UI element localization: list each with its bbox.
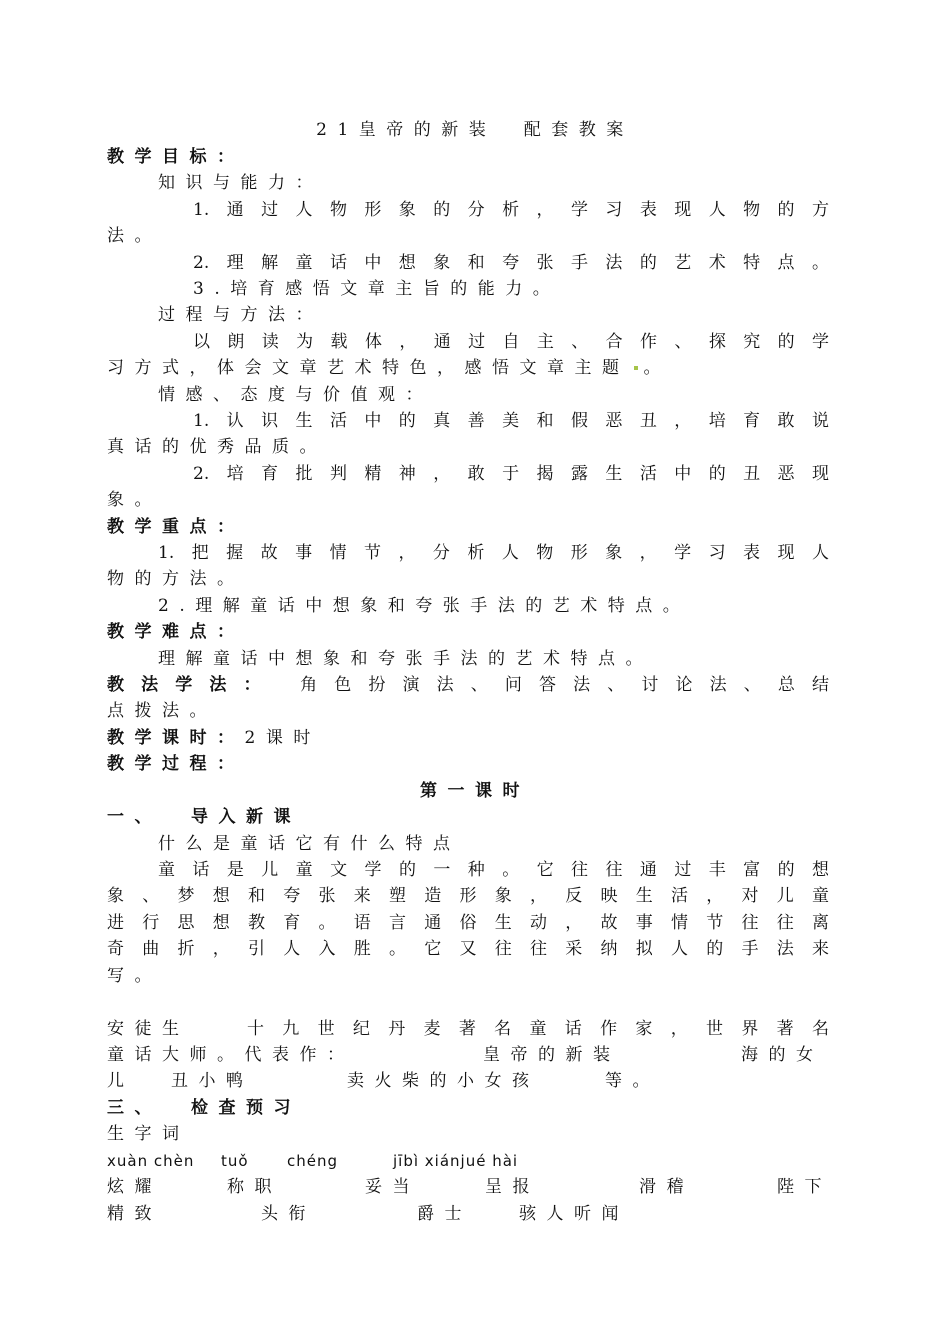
section-1-heading: 一、 导入新课 [107, 807, 301, 827]
knowledge-item-2: 2.理解童话中想象和夸张手法的艺术特点。 [193, 253, 829, 273]
process-method-text-cont: 习方式，体会文章艺术特色，感悟文章主题 。 [107, 358, 671, 378]
andersen-line-1: 安徒生 十九世纪丹麦著名童话作家，世界著名 [107, 1019, 829, 1039]
teaching-goals-heading: 教学目标： [107, 147, 245, 167]
difficulty-text: 理解童话中想象和夸张手法的艺术特点。 [158, 649, 653, 669]
section-1-question: 什么是童话它有什么特点 [158, 834, 461, 854]
highlight-mark [634, 366, 638, 370]
teaching-process-heading: 教学过程： [107, 754, 245, 774]
knowledge-item-3: 3.培育感悟文章主旨的能力。 [193, 279, 561, 299]
fairy-tale-para-1: 童话是儿童文学的一种。它往往通过丰富的想 [158, 860, 829, 880]
fairy-tale-para-4: 奇曲折，引人入胜。它又往往采纳拟人的手法来 [107, 939, 829, 959]
teaching-methods-cont: 点拨法。 [107, 701, 217, 721]
vocabulary-row-1: 炫耀 称职 妥当 呈报 滑稽 陛下 [107, 1177, 832, 1197]
process-method-heading: 过程与方法： [158, 305, 323, 325]
fairy-tale-para-5: 写。 [107, 966, 162, 986]
section-3-heading: 三、 检查预习 [107, 1098, 301, 1118]
emotion-item-1-cont: 真话的优秀品质。 [107, 437, 327, 457]
key-point-1-cont: 物的方法。 [107, 569, 245, 589]
vocabulary-heading: 生字词 [107, 1124, 190, 1144]
teaching-methods-line: 教法学法： 角色扮演法、问答法、讨论法、总结 [107, 675, 830, 695]
lesson-1-heading: 第一课时 [420, 781, 530, 801]
emotion-item-1: 1.认识生活中的真善美和假恶丑，培育敢说 [193, 411, 829, 431]
key-point-2: 2.理解童话中想象和夸张手法的艺术特点。 [158, 596, 691, 616]
key-points-heading: 教学重点： [107, 517, 245, 537]
fairy-tale-para-2: 象、梦想和夸张来塑造形象，反映生活，对儿童 [107, 886, 829, 906]
vocabulary-row-2: 精致 头衔 爵士 骇人听闻 [107, 1204, 629, 1224]
emotion-item-2: 2.培育批判精神，敢于揭露生活中的丑恶现 [193, 464, 829, 484]
pinyin-line: xuàn chèn tuǒ chéng jībì xiánjué hài [107, 1152, 519, 1170]
class-hours-line: 教学课时：2课时 [107, 728, 321, 748]
andersen-line-3: 儿 丑小鸭 卖火柴的小女孩 等。 [107, 1071, 660, 1091]
difficulty-heading: 教学难点： [107, 622, 245, 642]
andersen-line-2: 童话大师。代表作： 皇帝的新装 海的女 [107, 1045, 824, 1065]
fairy-tale-para-3: 进行思想教育。语言通俗生动，故事情节往往离 [107, 913, 829, 933]
doc-title: 21皇帝的新装 配套教案 [316, 120, 634, 140]
knowledge-item-1-cont: 法。 [107, 226, 162, 246]
key-point-1: 1.把握故事情节，分析人物形象，学习表现人 [158, 543, 829, 563]
emotion-item-2-cont: 象。 [107, 490, 162, 510]
emotion-attitude-heading: 情感、态度与价值观： [158, 385, 433, 405]
knowledge-item-1: 1.通过人物形象的分析，学习表现人物的方 [193, 200, 829, 220]
process-method-text: 以朗读为载体，通过自主、合作、探究的学 [193, 332, 829, 352]
knowledge-ability-heading: 知识与能力： [158, 173, 323, 193]
